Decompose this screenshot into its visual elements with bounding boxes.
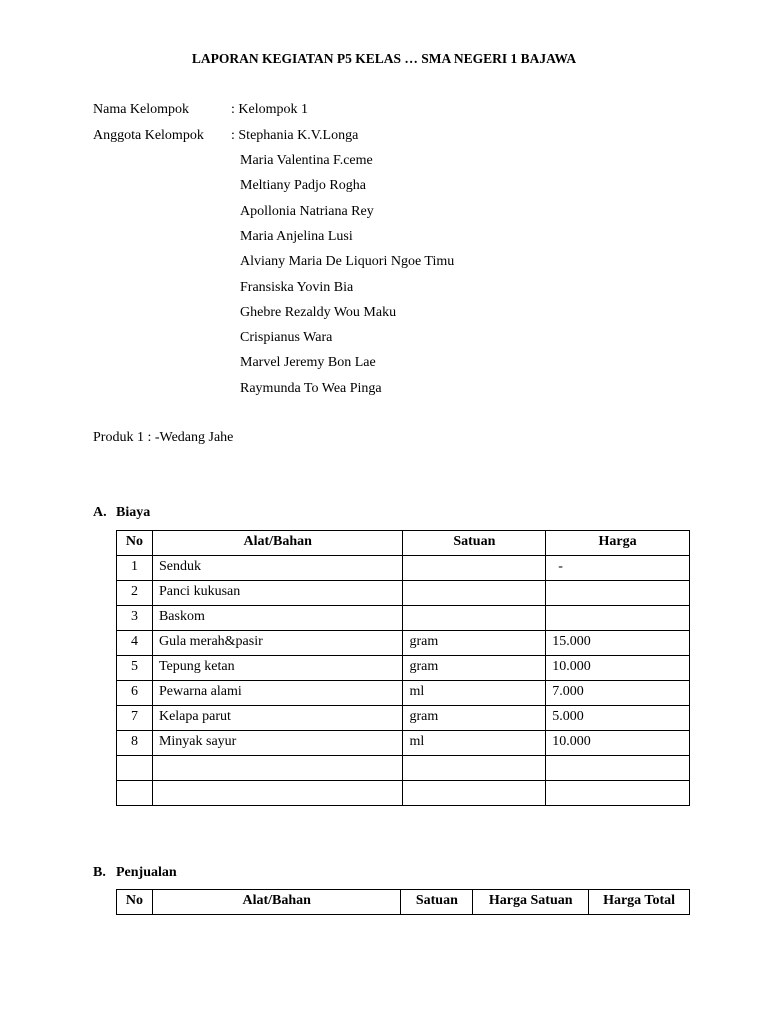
table-cell (546, 606, 690, 631)
table-cell: 6 (117, 681, 153, 706)
product-line: Produk 1 : -Wedang Jahe (93, 430, 234, 445)
cost-table (116, 530, 690, 806)
table-cell: gram (403, 656, 546, 681)
table-cell (152, 781, 403, 806)
member-item: Meltiany Padjo Rogha (240, 178, 366, 194)
sales-table-header: Harga Total (589, 890, 690, 915)
table-row (117, 681, 690, 706)
table-row (117, 706, 690, 731)
section-a-title: Biaya (116, 505, 151, 520)
section-a-heading (93, 505, 150, 521)
table-cell: 10.000 (546, 656, 690, 681)
table-cell: ml (403, 731, 546, 756)
cost-table-header: Harga (546, 531, 690, 556)
page-title: LAPORAN KEGIATAN P5 KELAS … SMA NEGERI 1 BAJAWA (191, 51, 577, 66)
table-cell: gram (403, 706, 546, 731)
table-cell (403, 556, 546, 581)
members-label: Anggota Kelompok (93, 128, 204, 143)
table-cell: ml (403, 681, 546, 706)
table-cell: Panci kukusan (152, 581, 403, 606)
table-cell: Kelapa parut (152, 706, 403, 731)
table-cell (117, 781, 153, 806)
table-cell (546, 781, 690, 806)
table-cell: 4 (117, 631, 153, 656)
member-item: Ghebre Rezaldy Wou Maku (240, 304, 397, 320)
section-b-label: B. (93, 865, 106, 880)
table-cell: gram (403, 631, 546, 656)
table-cell (403, 781, 546, 806)
cost-table-header: No (117, 531, 153, 556)
table-cell: 8 (117, 731, 153, 756)
cost-table-header: Alat/Bahan (152, 531, 403, 556)
table-cell: Pewarna alami (152, 681, 403, 706)
sales-table (116, 889, 690, 915)
table-cell: Minyak sayur (152, 731, 403, 756)
table-cell (152, 756, 403, 781)
table-row (117, 581, 690, 606)
table-cell: 7 (117, 706, 153, 731)
table-cell: Senduk (152, 556, 403, 581)
member-item: Marvel Jeremy Bon Lae (240, 355, 376, 371)
member-item: Raymunda To Wea Pinga (240, 380, 382, 396)
table-cell: 7.000 (546, 681, 690, 706)
table-cell (403, 756, 546, 781)
table-cell (546, 581, 690, 606)
member-item: Crispianus Wara (240, 330, 333, 346)
table-row (117, 556, 690, 581)
table-cell: 3 (117, 606, 153, 631)
member-item: Maria Valentina F.ceme (240, 153, 373, 168)
table-cell: 1 (117, 556, 153, 581)
table-row (117, 631, 690, 656)
sales-table-header: Harga Satuan (473, 890, 589, 915)
member-item: Apollonia Natriana Rey (240, 203, 374, 219)
table-cell: 5 (117, 656, 153, 681)
table-cell: 10.000 (546, 731, 690, 756)
table-cell: 15.000 (546, 631, 690, 656)
member-first: : Stephania K.V.Longa (231, 128, 359, 143)
table-row (117, 656, 690, 681)
table-cell: 5.000 (546, 706, 690, 731)
section-b-heading (93, 865, 177, 881)
table-cell: Gula merah&pasir (152, 631, 403, 656)
group-name-value: : Kelompok 1 (231, 102, 308, 117)
table-cell (546, 756, 690, 781)
table-cell (117, 756, 153, 781)
table-row (117, 731, 690, 756)
table-row (117, 781, 690, 806)
table-cell: - (546, 556, 690, 581)
section-b-title: Penjualan (116, 865, 177, 880)
sales-table-header: No (117, 890, 153, 915)
cost-table-header: Satuan (403, 531, 546, 556)
table-cell: 2 (117, 581, 153, 606)
sales-table-header: Alat/Bahan (152, 890, 400, 915)
section-a-label: A. (93, 505, 107, 520)
sales-table-header: Satuan (401, 890, 473, 915)
table-row (117, 606, 690, 631)
member-item: Fransiska Yovin Bia (240, 279, 354, 295)
table-cell: Tepung ketan (152, 656, 403, 681)
table-cell: Baskom (152, 606, 403, 631)
table-row (117, 756, 690, 781)
table-cell (403, 606, 546, 631)
group-name-label: Nama Kelompok (93, 102, 190, 117)
member-item: Alviany Maria De Liquori Ngoe Timu (240, 254, 455, 270)
table-cell (403, 581, 546, 606)
member-item: Maria Anjelina Lusi (240, 228, 353, 244)
